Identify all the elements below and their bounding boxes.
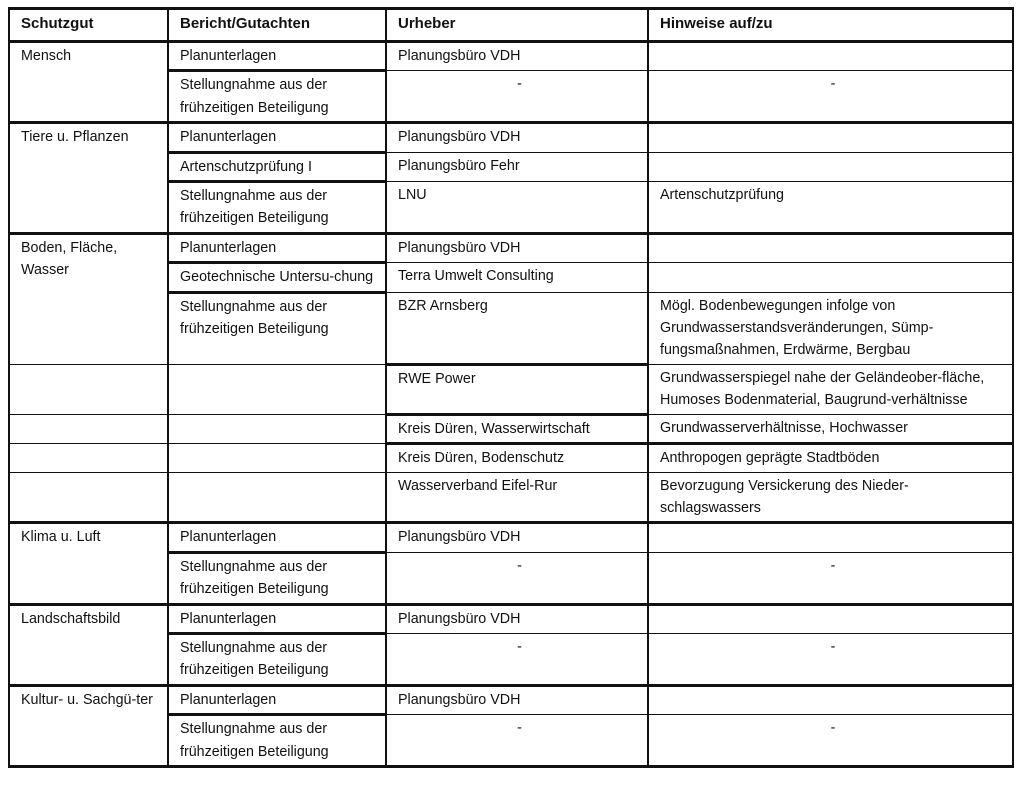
- urheber-cell: LNU: [386, 182, 648, 234]
- bericht-cell: Stellungnahme aus der frühzeitigen Beteiligung: [168, 715, 386, 767]
- urheber-cell: Planungsbüro VDH: [386, 604, 648, 633]
- bericht-cell: Planunterlagen: [168, 604, 386, 633]
- hinweise-cell: -: [648, 715, 1013, 767]
- urheber-cell: Planungsbüro VDH: [386, 233, 648, 262]
- bericht-cell: Stellungnahme aus der frühzeitigen Beteiligung: [168, 633, 386, 685]
- bericht-cell: Stellungnahme aus der frühzeitigen Beteiligung: [168, 292, 386, 364]
- hinweise-cell: -: [648, 71, 1013, 123]
- schutzgut-cell: [9, 472, 168, 523]
- schutzgut-cell: Tiere u. Pflanzen: [9, 123, 168, 234]
- urheber-cell: BZR Arnsberg: [386, 292, 648, 364]
- urheber-cell: Planungsbüro VDH: [386, 685, 648, 714]
- urheber-cell: Kreis Düren, Bodenschutz: [386, 444, 648, 472]
- hinweise-cell: [648, 523, 1013, 552]
- bericht-cell: Geotechnische Untersu-chung: [168, 263, 386, 292]
- schutzgut-cell: [9, 444, 168, 472]
- urheber-cell: -: [386, 71, 648, 123]
- bericht-cell: Stellungnahme aus der frühzeitigen Beteiligung: [168, 182, 386, 234]
- urheber-cell: -: [386, 715, 648, 767]
- bericht-cell: Planunterlagen: [168, 123, 386, 152]
- schutzgut-cell: [9, 414, 168, 443]
- hinweise-cell: [648, 233, 1013, 262]
- hinweise-cell: [648, 152, 1013, 181]
- hinweise-cell: Artenschutzprüfung: [648, 182, 1013, 234]
- bericht-cell: [168, 364, 386, 414]
- urheber-cell: Terra Umwelt Consulting: [386, 263, 648, 292]
- bericht-cell: Planunterlagen: [168, 685, 386, 714]
- table-row: [9, 42, 1013, 71]
- urheber-cell: Planungsbüro VDH: [386, 523, 648, 552]
- schutzgut-cell: Boden, Fläche, Wasser: [9, 233, 168, 364]
- hinweise-cell: [648, 123, 1013, 152]
- header-schutzgut: Schutzgut: [9, 9, 168, 42]
- urheber-cell: Planungsbüro VDH: [386, 42, 648, 71]
- urheber-cell: RWE Power: [386, 364, 648, 414]
- urheber-cell: -: [386, 633, 648, 685]
- table-row: [9, 364, 1013, 414]
- table-row: [9, 414, 1013, 443]
- hinweise-cell: [648, 604, 1013, 633]
- bericht-cell: Planunterlagen: [168, 523, 386, 552]
- urheber-cell: Wasserverband Eifel-Rur: [386, 472, 648, 523]
- hinweise-cell: Anthropogen geprägte Stadtböden: [648, 444, 1013, 472]
- hinweise-cell: [648, 42, 1013, 71]
- bericht-cell: Stellungnahme aus der frühzeitigen Beteiligung: [168, 552, 386, 604]
- hinweise-cell: Grundwasserspiegel nahe der Geländeober-fläche, Humoses Bodenmaterial, Baugrund-verhältnisse: [648, 364, 1013, 414]
- bericht-cell: Planunterlagen: [168, 233, 386, 262]
- header-hinweise: Hinweise auf/zu: [648, 9, 1013, 42]
- hinweise-cell: Bevorzugung Versickerung des Nieder-schlagswassers: [648, 472, 1013, 523]
- schutzgut-cell: Mensch: [9, 42, 168, 123]
- header-urheber: Urheber: [386, 9, 648, 42]
- bericht-cell: Stellungnahme aus der frühzeitigen Beteiligung: [168, 71, 386, 123]
- table-row: [9, 472, 1013, 523]
- table-row: [9, 123, 1013, 152]
- header-bericht: Bericht/Gutachten: [168, 9, 386, 42]
- document-page: [8, 7, 1012, 768]
- schutzgut-cell: Kultur- u. Sachgü-ter: [9, 685, 168, 766]
- bericht-cell: Planunterlagen: [168, 42, 386, 71]
- hinweise-cell: [648, 685, 1013, 714]
- urheber-cell: Planungsbüro VDH: [386, 123, 648, 152]
- header-row: [9, 9, 1013, 42]
- hinweise-cell: -: [648, 633, 1013, 685]
- hinweise-cell: Grundwasserverhältnisse, Hochwasser: [648, 414, 1013, 443]
- bericht-cell: [168, 414, 386, 443]
- schutzgut-table: [8, 7, 1014, 768]
- hinweise-cell: Mögl. Bodenbewegungen infolge von Grundwasserstandsveränderungen, Sümp-fungsmaßnahmen, Erdwärme, Bergbau: [648, 292, 1013, 364]
- urheber-cell: -: [386, 552, 648, 604]
- schutzgut-cell: [9, 364, 168, 414]
- schutzgut-cell: Landschaftsbild: [9, 604, 168, 685]
- table-row: [9, 233, 1013, 262]
- urheber-cell: Kreis Düren, Wasserwirtschaft: [386, 414, 648, 443]
- bericht-cell: [168, 444, 386, 472]
- hinweise-cell: -: [648, 552, 1013, 604]
- table-row: [9, 523, 1013, 552]
- urheber-cell: Planungsbüro Fehr: [386, 152, 648, 181]
- bericht-cell: Artenschutzprüfung I: [168, 152, 386, 181]
- hinweise-cell: [648, 263, 1013, 292]
- table-row: [9, 604, 1013, 633]
- table-row: [9, 444, 1013, 472]
- schutzgut-cell: Klima u. Luft: [9, 523, 168, 604]
- table-row: [9, 685, 1013, 714]
- bericht-cell: [168, 472, 386, 523]
